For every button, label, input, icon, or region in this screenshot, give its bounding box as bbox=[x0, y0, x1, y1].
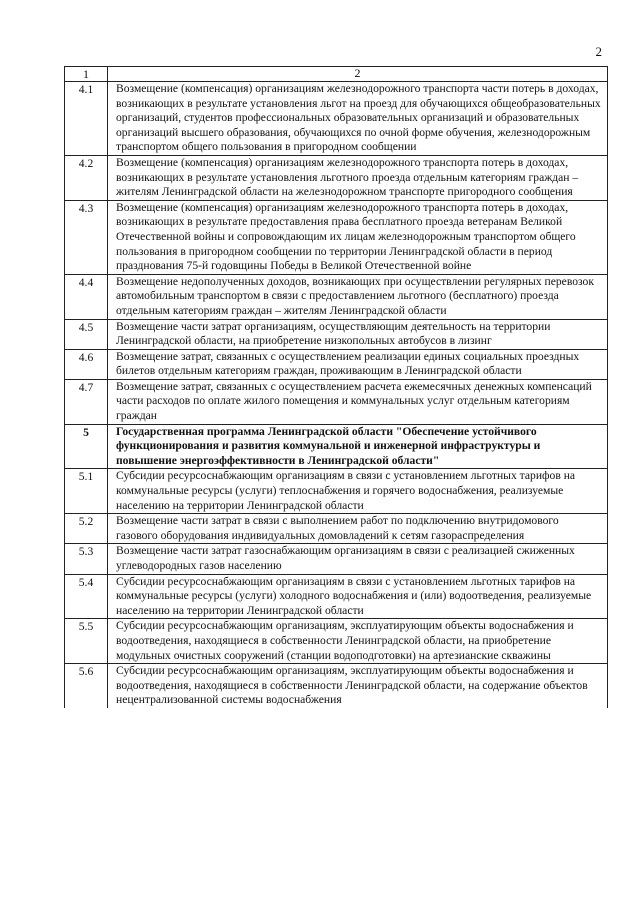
table-row bbox=[65, 155, 608, 200]
row-description: Возмещение части затрат газоснабжающим организациям в связи с реализацией сжиженных углеводородных газов населению bbox=[108, 544, 608, 574]
row-number: 4.5 bbox=[65, 319, 108, 349]
row-description: Возмещение недополученных доходов, возникающих при осуществлении регулярных перевозок автомобильным транспортом в связи с предоставлением льготного (бесплатного) проезда отдельным категориям граждан – жителям Ленинградской области bbox=[108, 274, 608, 319]
row-number: 4.6 bbox=[65, 349, 108, 379]
table-row bbox=[65, 514, 608, 544]
table-row bbox=[65, 664, 608, 708]
row-description: Возмещение затрат, связанных с осуществлением реализации единых социальных проездных билетов отдельным категориям граждан, проживающим в Ленинградской области bbox=[108, 349, 608, 379]
row-number: 5.5 bbox=[65, 619, 108, 664]
table-row bbox=[65, 424, 608, 469]
row-description: Субсидии ресурсоснабжающим организациям в связи с установлением льготных тарифов на коммунальные ресурсы (услуги) теплоснабжения и горячего водоснабжения, реализуемые населению на территории Ленинградской области bbox=[108, 469, 608, 514]
table-row bbox=[65, 200, 608, 274]
table-row bbox=[65, 274, 608, 319]
row-number: 5.3 bbox=[65, 544, 108, 574]
row-number: 4.1 bbox=[65, 82, 108, 156]
row-description: Возмещение части затрат в связи с выполнением работ по подключению внутридомового газового оборудования индивидуальных домовладений к сетям газораспределения bbox=[108, 514, 608, 544]
row-number: 4.2 bbox=[65, 155, 108, 200]
row-number: 5.6 bbox=[65, 664, 108, 708]
row-number: 4.3 bbox=[65, 200, 108, 274]
table-row bbox=[65, 349, 608, 379]
table-row bbox=[65, 619, 608, 664]
row-description: Возмещение затрат, связанных с осуществлением расчета ежемесячных денежных компенсаций части расходов по оплате жилого помещения и коммунальных услуг отдельным категориям граждан bbox=[108, 379, 608, 424]
row-number: 5 bbox=[65, 424, 108, 469]
table-row bbox=[65, 379, 608, 424]
row-description: Государственная программа Ленинградской области "Обеспечение устойчивого функционирования и развития коммунальной и инженерной инфраструктуры и повышение энергоэффективности в Ленинградской области" bbox=[108, 424, 608, 469]
header-col-1: 1 bbox=[65, 67, 108, 82]
table-row bbox=[65, 544, 608, 574]
row-description: Субсидии ресурсоснабжающим организациям, эксплуатирующим объекты водоснабжения и водоотведения, находящиеся в собственности Ленинградской области, на содержание объектов нецентрализованной системы водоснабжения bbox=[108, 664, 608, 708]
table-row bbox=[65, 469, 608, 514]
row-number: 4.4 bbox=[65, 274, 108, 319]
table-header-row bbox=[65, 67, 608, 82]
row-number: 5.1 bbox=[65, 469, 108, 514]
table-row bbox=[65, 319, 608, 349]
row-number: 5.2 bbox=[65, 514, 108, 544]
row-description: Возмещение части затрат организациям, осуществляющим деятельность на территории Ленинградской области, на приобретение низкопольных автобусов в лизинг bbox=[108, 319, 608, 349]
table-row bbox=[65, 82, 608, 156]
subsidy-table bbox=[64, 66, 608, 708]
table-row bbox=[65, 574, 608, 619]
header-col-2: 2 bbox=[108, 67, 608, 82]
table-body bbox=[65, 67, 608, 708]
row-description: Субсидии ресурсоснабжающим организациям в связи с установлением льготных тарифов на коммунальные ресурсы (услуги) холодного водоснабжения и (или) водоотведения, реализуемые населению на территории Ленинградской области bbox=[108, 574, 608, 619]
row-description: Субсидии ресурсоснабжающим организациям, эксплуатирующим объекты водоснабжения и водоотведения, находящиеся в собственности Ленинградской области, на приобретение модульных очистных сооружений (станции водоподготовки) на артезианские скважины bbox=[108, 619, 608, 664]
row-description: Возмещение (компенсация) организациям железнодорожного транспорта потерь в доходах, возникающих в результате установления льготного проезда отдельным категориям граждан – жителям Ленинградской области на железнодорожном транспорте пригородного сообщения bbox=[108, 155, 608, 200]
row-number: 5.4 bbox=[65, 574, 108, 619]
row-number: 4.7 bbox=[65, 379, 108, 424]
row-description: Возмещение (компенсация) организациям железнодорожного транспорта потерь в доходах, возникающих в результате предоставления права бесплатного проезда ветеранам Великой Отечественной войны и сопровождающим их лицам железнодорожным транспортом общего пользования в пригородном сообщении по территории Ленинградской области в период празднования 75-й годовщины Победы в Великой Отечественной войне bbox=[108, 200, 608, 274]
page-number: 2 bbox=[595, 44, 602, 59]
row-description: Возмещение (компенсация) организациям железнодорожного транспорта части потерь в доходах, возникающих в результате установления льгот на проезд для обучающихся общеобразовательных организаций, студентов профессиональных образовательных организаций и образовательных организаций высшего образования, обучающихся по очной форме обучения, железнодорожным транспортом общего пользования в пригородном сообщении bbox=[108, 82, 608, 156]
